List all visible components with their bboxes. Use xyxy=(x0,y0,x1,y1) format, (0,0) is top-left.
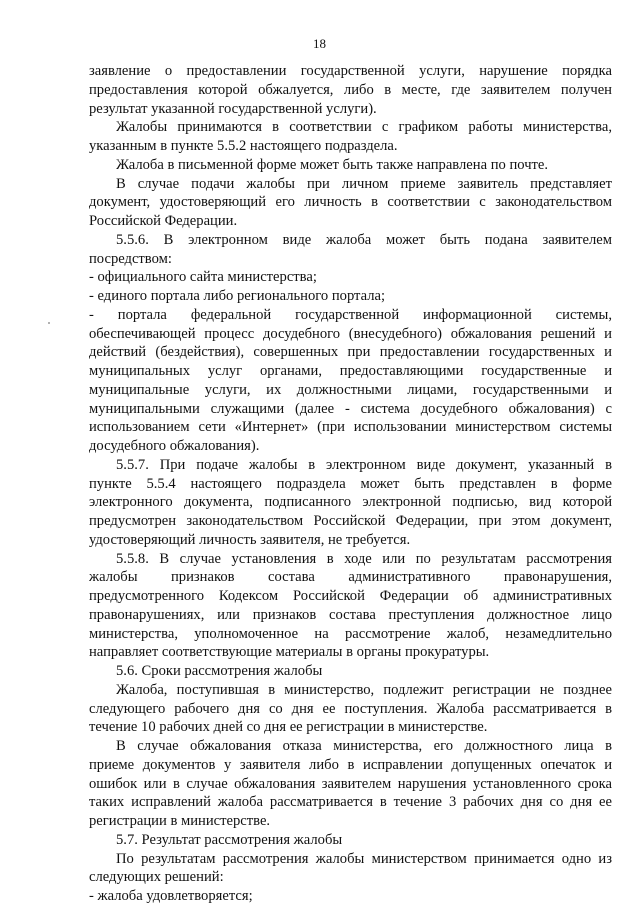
text-line: направляет соответствующие материалы в органы прокуратуры. xyxy=(89,644,490,661)
list-item: - портала федеральной государственной информационной системы, xyxy=(89,306,612,323)
text-line: документ, удостоверяющий его личность в соответствии с законодательством xyxy=(89,194,612,211)
text-line: предусмотрен законодательством Российской Федерации, при этом документ, xyxy=(89,513,612,529)
text-line: жалобы признаков состава административного правонарушения, xyxy=(89,569,612,586)
text-line: По результатам рассмотрения жалобы министерством принимается одно из xyxy=(116,850,612,867)
text-line: указанным в пункте 5.5.2 настоящего подраздела. xyxy=(89,138,398,154)
text-line: использованием сети «Интернет» (при использовании министерством системы xyxy=(89,419,612,436)
text-line: Жалобы принимаются в соответствии с графиком работы министерства, xyxy=(116,119,612,136)
text-line: таких исправлений жалоба рассматривается в течение 3 рабочих дня со дня ее xyxy=(89,794,612,811)
text-line: электронного документа, подписанного электронной подписью, вид которой xyxy=(89,494,612,511)
text-line: предусмотренного Кодексом Российской Федерации об административных xyxy=(89,588,612,604)
text-line: результат указанной государственной услуги). xyxy=(89,100,377,117)
text-line: удостоверяющий личность заявителя, не требуется. xyxy=(89,531,411,548)
text-line: ошибок или в случае обжалования заявителем нарушения установленного срока xyxy=(89,775,612,792)
text-line: 5.5.6. В электронном виде жалоба может быть подана заявителем xyxy=(116,231,612,248)
text-line: Жалоба, поступившая в министерство, подлежит регистрации не позднее xyxy=(116,681,612,698)
section-heading: 5.7. Результат рассмотрения жалобы xyxy=(116,831,343,848)
margin-speck xyxy=(48,322,50,324)
text-line: действий (бездействия), совершенных при предоставлении государственных и xyxy=(89,344,612,361)
text-line: муниципальных услуг органами, предоставляющими государственные и xyxy=(89,363,612,379)
text-line: министерства, уполномоченное на рассмотрение жалоб, незамедлительно xyxy=(89,625,612,642)
page-number: 18 xyxy=(313,36,326,51)
text-line: В случае обжалования отказа министерства, его должностного лица в xyxy=(116,738,612,754)
text-line: 5.5.8. В случае установления в ходе или по результатам рассмотрения xyxy=(116,550,612,567)
text-line: правонарушениях, или признаков состава преступления должностное лицо xyxy=(89,606,612,623)
text-line: пункте 5.5.4 настоящего подраздела может быть представлен в форме xyxy=(89,475,612,492)
list-item: - официального сайта министерства; xyxy=(89,269,317,286)
text-line: Жалоба в письменной форме может быть также направлена по почте. xyxy=(116,156,549,173)
section-heading: 5.6. Сроки рассмотрения жалобы xyxy=(116,663,323,679)
text-line: следующего рабочего дня со дня ее поступления. Жалоба рассматривается в xyxy=(89,700,612,717)
document-body xyxy=(89,62,612,906)
text-line: обеспечивающей процесс досудебного (внесудебного) обжалования решений и xyxy=(89,325,612,342)
text-line: регистрации в министерстве. xyxy=(89,813,271,829)
text-line: В случае подачи жалобы при личном приеме заявитель представляет xyxy=(116,175,612,192)
text-line: посредством: xyxy=(89,250,172,267)
text-line: течение 10 рабочих дней со дня ее регистрации в министерстве. xyxy=(89,719,488,736)
text-line: 5.5.7. При подаче жалобы в электронном виде документ, указанный в xyxy=(116,456,612,473)
list-item: - единого портала либо регионального портала; xyxy=(89,288,386,304)
text-line: приеме документов у заявителя либо в исправлении допущенных опечаток и xyxy=(89,756,612,773)
list-item: - жалоба удовлетворяется; xyxy=(89,888,253,904)
text-line: муниципальные услуги, их должностными лицами, государственными и xyxy=(89,381,612,398)
text-line: муниципальными служащими (далее - система досудебного обжалования) с xyxy=(89,400,612,417)
text-line: досудебного обжалования). xyxy=(89,438,260,454)
text-line: предоставления которой обжалуется, либо в месте, где заявителем получен xyxy=(89,81,612,98)
text-line: Российской Федерации. xyxy=(89,213,238,229)
text-line: следующих решений: xyxy=(89,869,224,886)
text-line: заявление о предоставлении государственной услуги, нарушение порядка xyxy=(89,63,612,79)
